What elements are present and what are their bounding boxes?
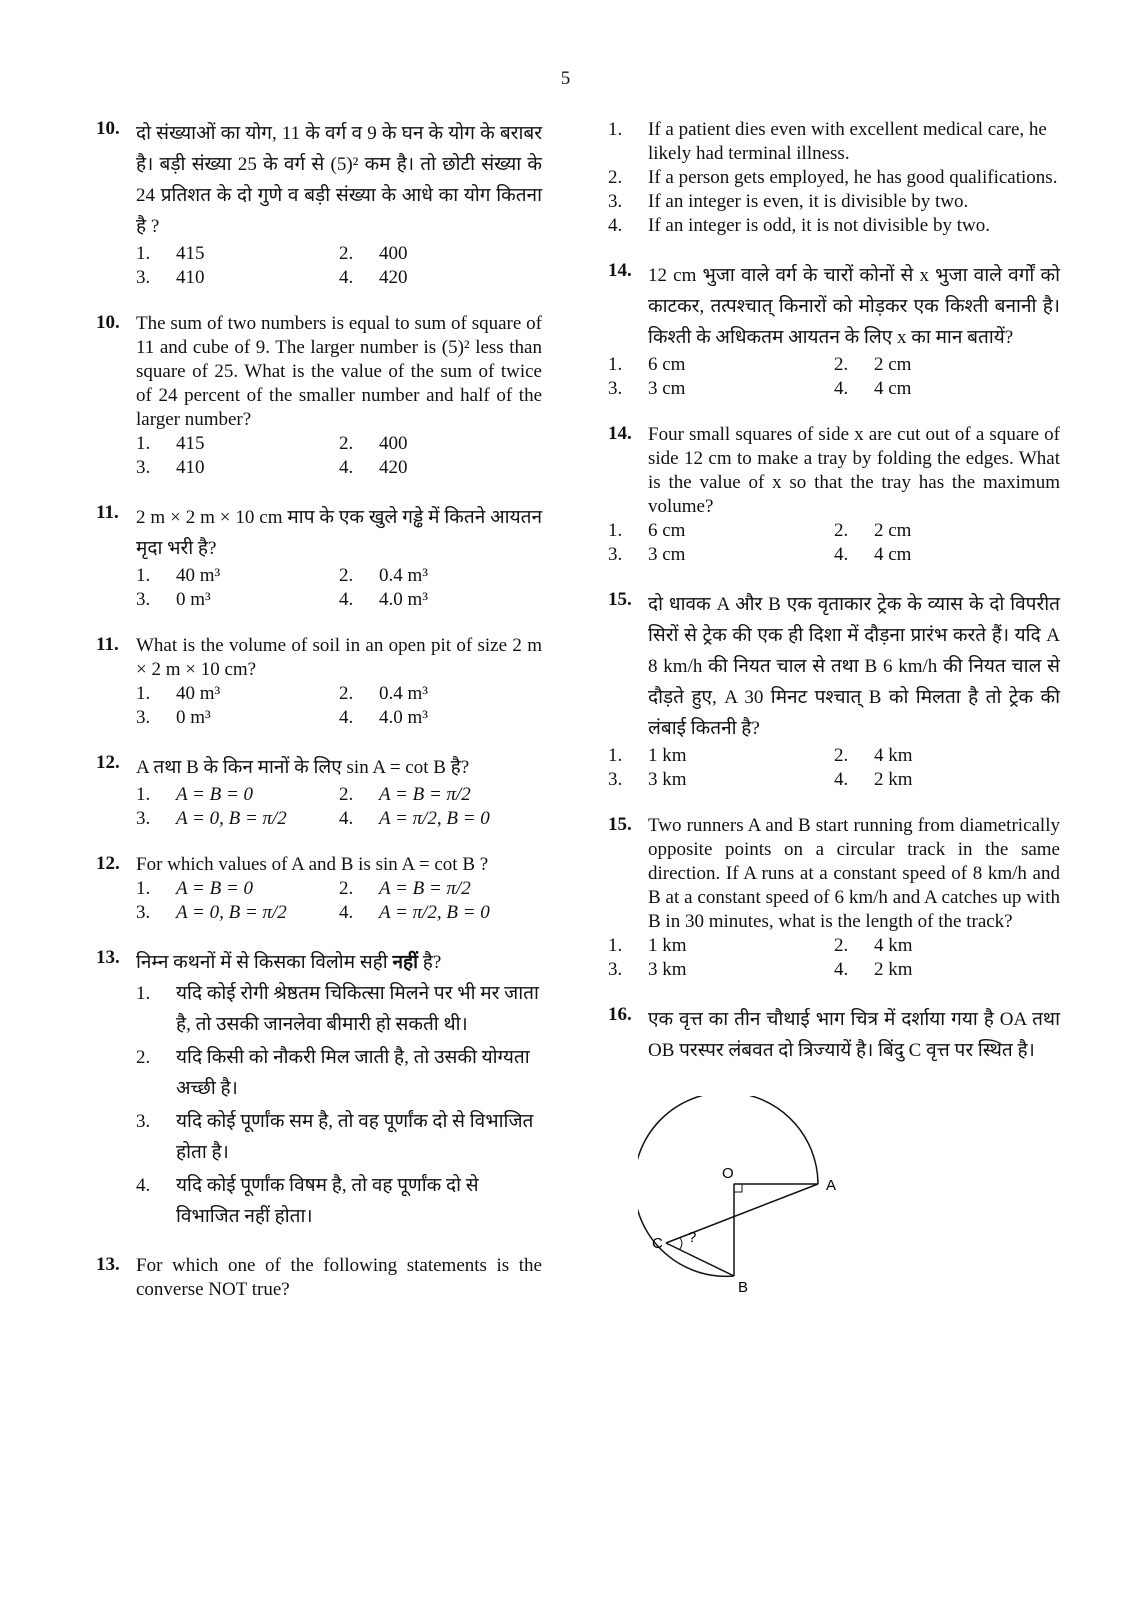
option-3[interactable] [136, 588, 339, 612]
option-text: 2 cm [874, 520, 912, 541]
option-text: 3 km [648, 959, 687, 980]
statement-item[interactable] [136, 978, 542, 1040]
circle-figure [638, 1096, 1060, 1302]
option-2[interactable] [834, 353, 1060, 377]
stem-emphasis: नहीं [392, 952, 419, 973]
question-stem [136, 947, 542, 978]
option-text: 2 km [874, 769, 913, 790]
label-a: A [826, 1177, 837, 1194]
question-number: 16. [608, 1004, 632, 1025]
statement-item[interactable] [136, 1106, 542, 1168]
option-text: 400 [379, 243, 408, 264]
statement-item[interactable] [136, 1042, 542, 1104]
option-number: 2. [339, 243, 354, 264]
option-3[interactable] [608, 377, 834, 401]
question-stem: 2 m × 2 m × 10 cm माप के एक खुले गड्ढे में कितने आयतन मृदा भरी है? [136, 507, 542, 559]
option-number: 2. [339, 565, 354, 586]
question-13-english-statements [608, 118, 1060, 238]
option-number: 1. [136, 565, 151, 586]
options-grid [608, 519, 1060, 567]
question-16-hindi [608, 1004, 1060, 1302]
option-text: 420 [379, 267, 408, 288]
option-text: 40 m³ [176, 565, 221, 586]
option-3[interactable] [608, 543, 834, 567]
option-1[interactable] [608, 353, 834, 377]
question-10-english [96, 312, 542, 480]
option-number: 3. [136, 457, 151, 478]
option-number: 3. [608, 544, 623, 565]
options-grid [608, 744, 1060, 792]
right-angle-marker [734, 1184, 742, 1192]
option-number: 4. [339, 902, 354, 923]
option-4[interactable] [339, 266, 542, 290]
options-grid [608, 353, 1060, 401]
option-text: 4 cm [874, 378, 912, 399]
option-number: 1. [608, 354, 623, 375]
option-1[interactable] [136, 877, 339, 901]
question-number: 15. [608, 814, 632, 835]
stem-part: निम्न कथनों में से किसका विलोम सही [136, 952, 393, 973]
option-text: 2 cm [874, 354, 912, 375]
option-text: 3 cm [648, 544, 686, 565]
question-stem: दो धावक A और B एक वृताकार ट्रेक के व्यास के दो विपरीत सिरों से ट्रेक की एक ही दिशा में दौड़ना प्रारंभ करते हैं। यदि A 8 km/h की नियत चाल से तथा B 6 km/h की नियत चाल से दौड़ते हुए, A 30 मिनट पश्चात् B को मिलता है तो ट्रेक की लंबाई कितनी है? [648, 594, 1060, 739]
option-number: 4. [339, 808, 354, 829]
option-1[interactable] [136, 783, 339, 807]
option-text: 415 [176, 243, 205, 264]
option-number: 1. [136, 878, 151, 899]
statement-text: If a patient dies even with excellent medical care, he likely had terminal illness. [648, 119, 1047, 164]
options-grid [136, 242, 542, 290]
option-3[interactable] [608, 958, 834, 982]
statement-text: If a person gets employed, he has good qualifications. [648, 167, 1058, 188]
option-3[interactable] [136, 901, 339, 925]
question-15-english [608, 814, 1060, 982]
question-stem: A तथा B के किन मानों के लिए sin A = cot B है? [136, 757, 470, 778]
question-stem: 12 cm भुजा वाले वर्ग के चारों कोनों से x भुजा वाले वर्गों को काटकर, तत्पश्चात् किनारों को मोड़कर एक किश्ती बनानी है। किश्ती के अधिकतम आयतन के लिए x का मान बतायें? [648, 265, 1060, 348]
option-text: 4 cm [874, 544, 912, 565]
question-12-english [96, 853, 542, 925]
question-13-hindi [96, 947, 542, 1232]
option-number: 4. [339, 707, 354, 728]
circle-arc [638, 1096, 818, 1276]
option-text: 415 [176, 433, 205, 454]
option-4[interactable] [339, 456, 542, 480]
options-grid [136, 877, 542, 925]
option-number: 2. [834, 354, 849, 375]
option-1[interactable] [608, 934, 834, 958]
question-number: 15. [608, 589, 632, 610]
statement-text: यदि कोई पूर्णांक विषम है, तो वह पूर्णांक दो से विभाजित नहीं होता। [176, 1175, 479, 1227]
option-4[interactable] [834, 377, 1060, 401]
option-text: A = π/2, B = 0 [379, 808, 490, 829]
question-number: 14. [608, 260, 632, 281]
option-1[interactable] [608, 744, 834, 768]
stem-part: है? [418, 952, 442, 973]
option-text: 410 [176, 457, 205, 478]
option-number: 4. [339, 589, 354, 610]
option-2[interactable] [339, 682, 542, 706]
question-number: 10. [96, 312, 120, 333]
statement-number: 3. [136, 1111, 151, 1132]
statement-item[interactable] [608, 190, 1060, 214]
statement-number: 3. [608, 191, 623, 212]
question-stem: The sum of two numbers is equal to sum of square of 11 and cube of 9. The larger number is (5)² less than square of 25. What is the value of the sum of twice of 24 percent of the smaller number and half of the larger number? [136, 313, 542, 430]
option-text: 2 km [874, 959, 913, 980]
options-grid [136, 564, 542, 612]
statement-item[interactable] [608, 214, 1060, 238]
option-number: 4. [834, 769, 849, 790]
option-number: 1. [608, 745, 623, 766]
option-3[interactable] [136, 807, 339, 831]
option-number: 4. [834, 959, 849, 980]
option-3[interactable] [136, 266, 339, 290]
question-stem: एक वृत्त का तीन चौथाई भाग चित्र में दर्शाया गया है OA तथा OB परस्पर लंबवत दो त्रिज्यायें है। बिंदु C वृत्त पर स्थित है। [648, 1009, 1060, 1061]
option-text: A = B = 0 [176, 878, 254, 899]
options-grid [136, 682, 542, 730]
option-number: 1. [136, 243, 151, 264]
angle-arc [680, 1238, 682, 1250]
option-number: 3. [136, 589, 151, 610]
option-1[interactable] [136, 432, 339, 456]
question-number: 12. [96, 752, 120, 773]
option-text: 1 km [648, 745, 687, 766]
question-stem: What is the volume of soil in an open pit of size 2 m × 2 m × 10 cm? [136, 635, 542, 680]
option-number: 1. [136, 433, 151, 454]
option-text: 4.0 m³ [379, 707, 428, 728]
option-text: 3 km [648, 769, 687, 790]
option-4[interactable] [339, 901, 542, 925]
option-number: 1. [608, 520, 623, 541]
options-grid [608, 934, 1060, 982]
option-4[interactable] [339, 588, 542, 612]
option-text: 4 km [874, 935, 913, 956]
question-14-english [608, 423, 1060, 567]
statement-number: 1. [136, 983, 151, 1004]
label-c: C [652, 1235, 663, 1252]
left-column [96, 118, 542, 1324]
option-1[interactable] [136, 242, 339, 266]
option-2[interactable] [834, 934, 1060, 958]
option-number: 2. [834, 935, 849, 956]
question-number: 12. [96, 853, 120, 874]
option-number: 2. [834, 745, 849, 766]
option-number: 3. [136, 902, 151, 923]
option-2[interactable] [339, 877, 542, 901]
statement-item[interactable] [608, 118, 1060, 166]
option-2[interactable] [834, 519, 1060, 543]
option-text: 0.4 m³ [379, 683, 428, 704]
right-column [608, 118, 1060, 1324]
option-number: 3. [608, 769, 623, 790]
option-4[interactable] [834, 958, 1060, 982]
option-1[interactable] [136, 564, 339, 588]
option-text: A = B = π/2 [379, 878, 471, 899]
option-4[interactable] [339, 807, 542, 831]
question-number: 13. [96, 947, 120, 968]
statement-text: यदि कोई पूर्णांक सम है, तो वह पूर्णांक दो से विभाजित होता है। [176, 1111, 534, 1163]
statement-item[interactable] [136, 1170, 542, 1232]
option-number: 3. [136, 808, 151, 829]
question-number: 13. [96, 1254, 120, 1275]
question-number: 10. [96, 118, 120, 139]
question-11-hindi [96, 502, 542, 612]
option-text: 0 m³ [176, 707, 211, 728]
option-text: 0.4 m³ [379, 565, 428, 586]
option-2[interactable] [339, 564, 542, 588]
option-number: 2. [834, 520, 849, 541]
statement-list [136, 978, 542, 1232]
option-text: 4 km [874, 745, 913, 766]
option-1[interactable] [608, 519, 834, 543]
question-stem: For which one of the following statements is the converse NOT true? [136, 1255, 542, 1300]
question-stem: For which values of A and B is sin A = cot B ? [136, 854, 489, 875]
option-text: 420 [379, 457, 408, 478]
option-4[interactable] [339, 706, 542, 730]
statement-text: यदि किसी को नौकरी मिल जाती है, तो उसकी योग्यता अच्छी है। [176, 1047, 530, 1099]
option-3[interactable] [608, 768, 834, 792]
label-b: B [738, 1279, 749, 1296]
page-number: 5 [560, 68, 571, 89]
option-number: 2. [339, 683, 354, 704]
option-text: 40 m³ [176, 683, 221, 704]
option-number: 3. [608, 378, 623, 399]
option-text: 410 [176, 267, 205, 288]
option-4[interactable] [834, 543, 1060, 567]
option-text: A = π/2, B = 0 [379, 902, 490, 923]
question-stem: दो संख्याओं का योग, 11 के वर्ग व 9 के घन के योग के बराबर है। बड़ी संख्या 25 के वर्ग से (5)² कम है। तो छोटी संख्या के 24 प्रतिशत के दो गुणे व बड़ी संख्या के आधे का योग कितना है ? [136, 123, 542, 237]
option-text: 3 cm [648, 378, 686, 399]
three-quarter-circle-diagram [638, 1096, 878, 1296]
statement-item[interactable] [608, 166, 1060, 190]
option-text: A = B = 0 [176, 784, 254, 805]
option-number: 4. [339, 457, 354, 478]
option-text: 1 km [648, 935, 687, 956]
option-2[interactable] [339, 783, 542, 807]
statement-number: 2. [136, 1047, 151, 1068]
option-number: 4. [834, 544, 849, 565]
question-13-english [96, 1254, 542, 1302]
option-3[interactable] [136, 456, 339, 480]
option-2[interactable] [339, 432, 542, 456]
option-text: 6 cm [648, 354, 686, 375]
option-number: 2. [339, 784, 354, 805]
option-2[interactable] [339, 242, 542, 266]
question-stem: Two runners A and B start running from diametrically opposite points on a circular track in the same direction. If A runs at a constant speed of 8 km/h and B at a constant speed of 6 km/h and A catches up with B in 30 minutes, what is the length of the track? [648, 815, 1060, 932]
option-number: 3. [136, 267, 151, 288]
statement-number: 1. [608, 119, 623, 140]
question-14-hindi [608, 260, 1060, 401]
label-o: O [722, 1165, 734, 1182]
option-text: 6 cm [648, 520, 686, 541]
statement-text: If an integer is even, it is divisible by two. [648, 191, 969, 212]
question-15-hindi [608, 589, 1060, 792]
option-number: 4. [339, 267, 354, 288]
option-1[interactable] [136, 682, 339, 706]
chord-cb [666, 1243, 734, 1276]
option-number: 4. [834, 378, 849, 399]
question-10-hindi [96, 118, 542, 290]
option-number: 1. [136, 683, 151, 704]
option-text: A = 0, B = π/2 [176, 808, 287, 829]
option-text: A = B = π/2 [379, 784, 471, 805]
option-text: 4.0 m³ [379, 589, 428, 610]
label-angle: ? [688, 1229, 697, 1246]
statement-number: 4. [136, 1175, 151, 1196]
option-number: 1. [136, 784, 151, 805]
question-11-english [96, 634, 542, 730]
option-number: 2. [339, 433, 354, 454]
option-number: 3. [136, 707, 151, 728]
option-3[interactable] [136, 706, 339, 730]
question-number: 11. [96, 502, 119, 523]
statement-number: 4. [608, 215, 623, 236]
option-4[interactable] [834, 768, 1060, 792]
question-stem: Four small squares of side x are cut out of a square of side 12 cm to make a tray by folding the edges. What is the value of x so that the tray has the maximum volume? [648, 424, 1060, 517]
options-grid [136, 432, 542, 480]
statement-number: 2. [608, 167, 623, 188]
question-number: 11. [96, 634, 119, 655]
statement-text: If an integer is odd, it is not divisible by two. [648, 215, 990, 236]
question-number: 14. [608, 423, 632, 444]
option-text: 0 m³ [176, 589, 211, 610]
question-12-hindi [96, 752, 542, 831]
option-text: A = 0, B = π/2 [176, 902, 287, 923]
options-grid [136, 783, 542, 831]
option-number: 2. [339, 878, 354, 899]
option-number: 3. [608, 959, 623, 980]
statement-text: यदि कोई रोगी श्रेष्ठतम चिकित्सा मिलने पर भी मर जाता है, तो उसकी जानलेवा बीमारी हो सकती थी। [176, 983, 539, 1035]
option-2[interactable] [834, 744, 1060, 768]
option-text: 400 [379, 433, 408, 454]
option-number: 1. [608, 935, 623, 956]
